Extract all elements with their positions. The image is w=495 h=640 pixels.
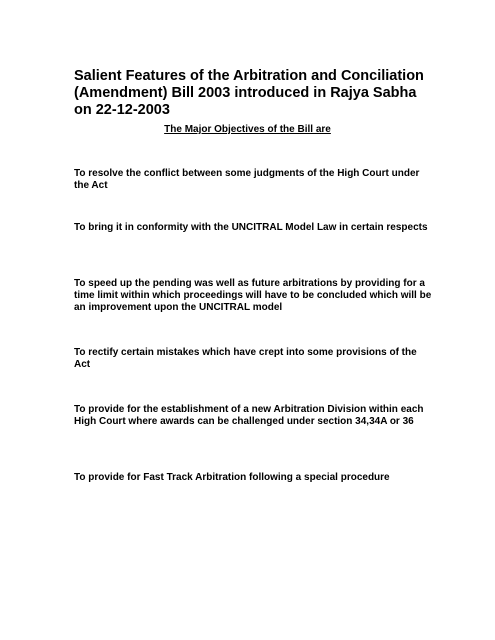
objective-item: To speed up the pending was well as future arbitrations by providing for a time limit within which proceedings will have to be concluded which will be an improvement upon the UNCITRAL model — [74, 278, 432, 313]
objective-item: To rectify certain mistakes which have crept into some provisions of the Act — [74, 347, 417, 370]
document-title: Salient Features of the Arbitration and Conciliation (Amendment) Bill 2003 introduced in Rajya Sabha on 22-12-2003 — [74, 68, 424, 118]
objective-item: To provide for the establishment of a new Arbitration Division within each High Court where awards can be challenged under section 34,34A or 36 — [74, 404, 424, 427]
objective-item: To bring it in conformity with the UNCITRAL Model Law in certain respects — [74, 222, 428, 233]
objective-item: To provide for Fast Track Arbitration following a special procedure — [74, 472, 390, 483]
objective-item: To resolve the conflict between some judgments of the High Court under the Act — [74, 168, 420, 191]
objectives-heading: The Major Objectives of the Bill are — [164, 124, 331, 135]
